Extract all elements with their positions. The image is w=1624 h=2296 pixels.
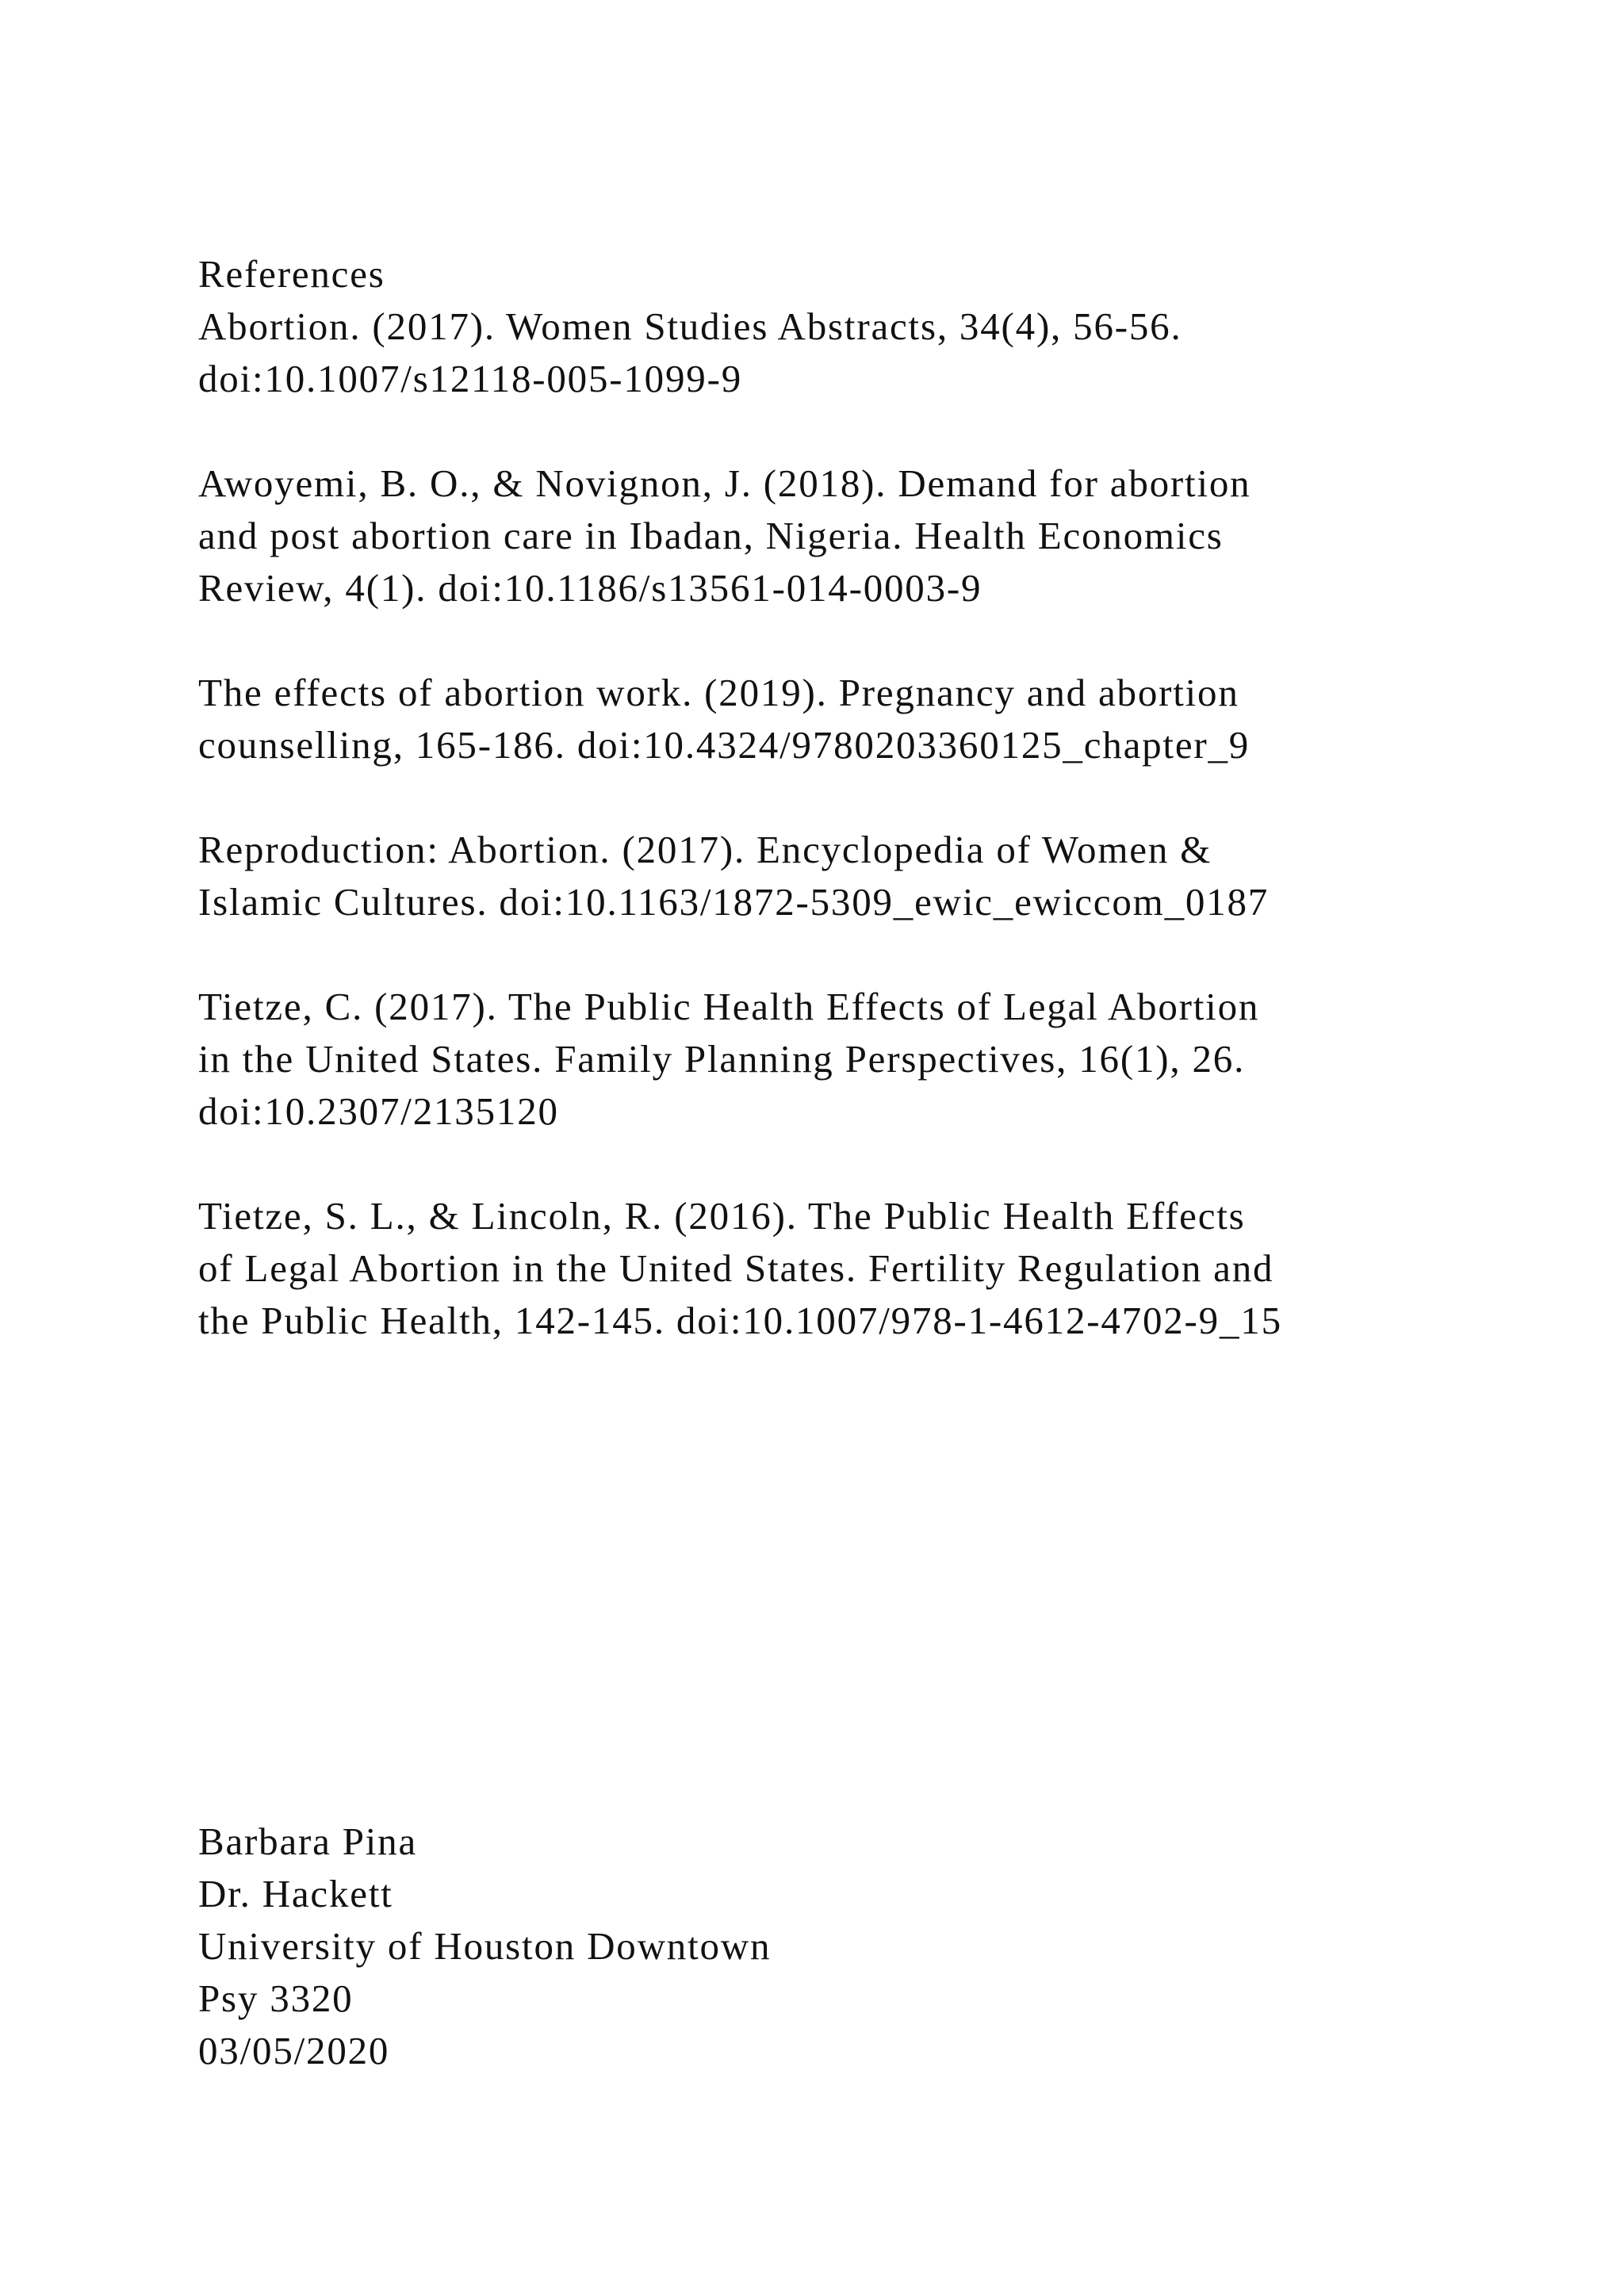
- references-heading: References: [198, 252, 385, 296]
- reference-line: in the United States. Family Planning Perspectives, 16(1), 26.: [198, 1037, 1246, 1081]
- institution-name: University of Houston Downtown: [198, 1924, 772, 1968]
- reference-entry: [198, 1190, 1467, 1347]
- reference-line: Tietze, S. L., & Lincoln, R. (2016). The Public Health Effects: [198, 1194, 1246, 1238]
- reference-line: doi:10.1007/s12118-005-1099-9: [198, 357, 742, 400]
- reference-line: counselling, 165-186. doi:10.4324/9780203360125_chapter_9: [198, 723, 1251, 767]
- reference-line: Reproduction: Abortion. (2017). Encyclopedia of Women &: [198, 828, 1212, 871]
- reference-line: The effects of abortion work. (2019). Pregnancy and abortion: [198, 671, 1239, 714]
- reference-entry: [198, 824, 1467, 928]
- reference-line: Abortion. (2017). Women Studies Abstracts, 34(4), 56-56.: [198, 304, 1182, 348]
- reference-entry: [198, 300, 1467, 405]
- reference-line: Islamic Cultures. doi:10.1163/1872-5309_ewic_ewiccom_0187: [198, 880, 1270, 924]
- instructor-name: Dr. Hackett: [198, 1872, 393, 1915]
- cover-block: [198, 1816, 1308, 2077]
- reference-line: Tietze, C. (2017). The Public Health Effects of Legal Abortion: [198, 985, 1260, 1028]
- references-section: [198, 248, 1467, 1399]
- reference-line: doi:10.2307/2135120: [198, 1089, 559, 1133]
- document-date: 03/05/2020: [198, 2029, 390, 2072]
- reference-line: and post abortion care in Ibadan, Nigeria. Health Economics: [198, 514, 1224, 557]
- reference-line: the Public Health, 142-145. doi:10.1007/978-1-4612-4702-9_15: [198, 1299, 1282, 1342]
- reference-line: of Legal Abortion in the United States. Fertility Regulation and: [198, 1246, 1274, 1290]
- reference-entry: [198, 457, 1467, 614]
- reference-line: Awoyemi, B. O., & Novignon, J. (2018). Demand for abortion: [198, 461, 1251, 505]
- reference-line: Review, 4(1). doi:10.1186/s13561-014-0003-9: [198, 566, 982, 610]
- reference-entry: [198, 667, 1467, 771]
- author-name: Barbara Pina: [198, 1820, 418, 1863]
- reference-entry: [198, 981, 1467, 1138]
- course-name: Psy 3320: [198, 1976, 354, 2020]
